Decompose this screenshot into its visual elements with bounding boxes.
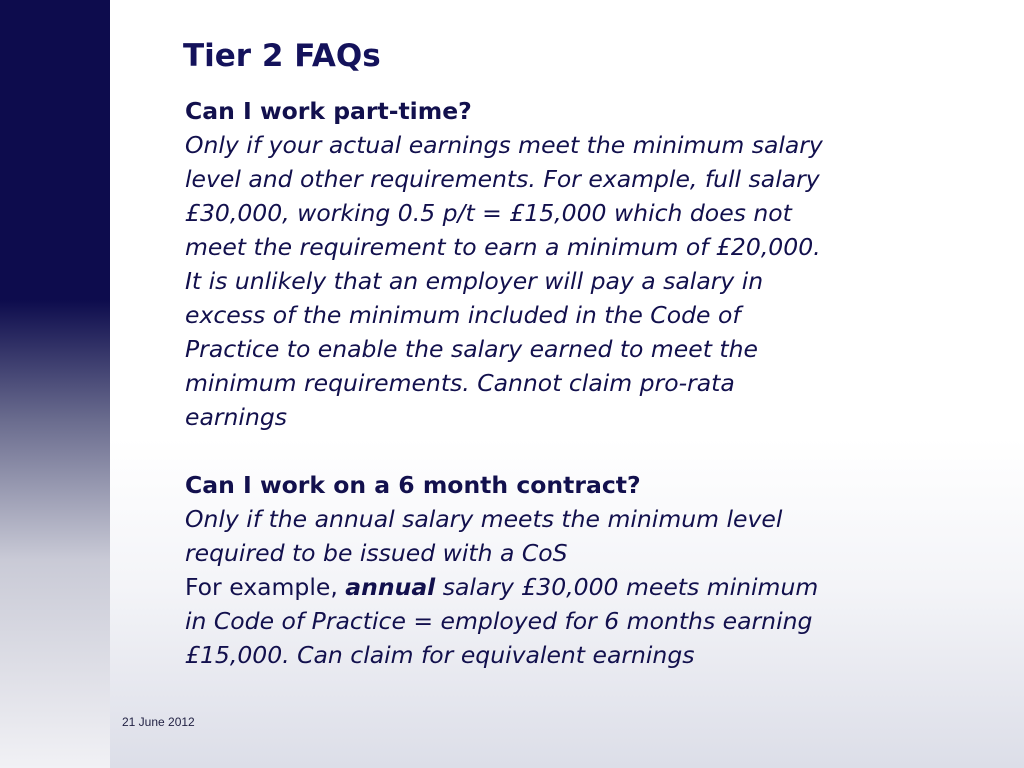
answer-1-line: Only if your actual earnings meet the minimum salary [185,131,823,159]
sidebar-band [0,0,110,768]
example-rest: salary £30,000 meets minimum [435,573,819,601]
footer-date: 21 June 2012 [122,715,195,729]
answer-2-line: required to be issued with a CoS [185,539,568,567]
slide-title: Tier 2 FAQs [183,38,381,74]
answer-1-line: earnings [185,403,287,431]
answer-2-line: in Code of Practice = employed for 6 months earning [185,607,813,635]
answer-1-line: meet the requirement to earn a minimum of £20,000. [185,233,821,261]
example-prefix: For example, [185,573,346,601]
answer-2-example-line [185,570,985,604]
faq-question-1: Can I work part-time? [185,97,472,125]
faq-question-2: Can I work on a 6 month contract? [185,471,641,499]
faq-answer-1 [185,128,985,434]
answer-2-line: £15,000. Can claim for equivalent earnings [185,641,695,669]
answer-1-line: £30,000, working 0.5 p/t = £15,000 which does not [185,199,792,227]
faq-answer-2 [185,502,985,672]
answer-1-line: excess of the minimum included in the Code of [185,301,741,329]
example-bold-word: annual [345,573,436,601]
answer-1-line: level and other requirements. For example, full salary [185,165,820,193]
answer-1-line: Practice to enable the salary earned to meet the [185,335,758,363]
answer-1-line: It is unlikely that an employer will pay a salary in [185,267,764,295]
faq-content [185,94,985,672]
spacer [185,434,985,468]
answer-2-line: Only if the annual salary meets the minimum level [185,505,783,533]
answer-1-line: minimum requirements. Cannot claim pro-rata [185,369,735,397]
